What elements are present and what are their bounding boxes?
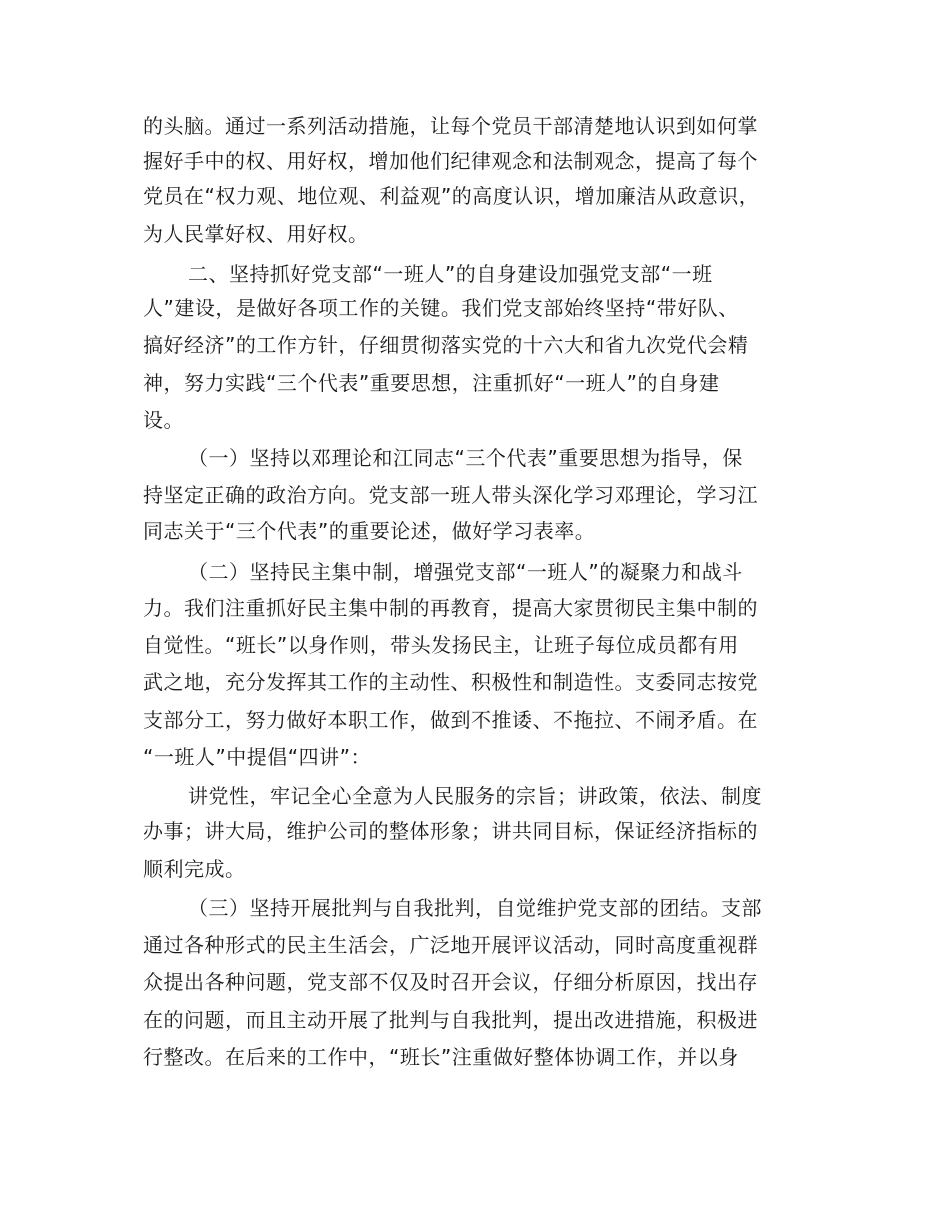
paragraph-start: （三）坚持开展批判与自我批判，自觉维护党支部的团结。支部: [188, 896, 762, 920]
text-line: 党员在“权力观、地位观、利益观”的高度认识，增加廉洁从政意识，: [143, 184, 760, 208]
section-heading: 二、坚持抓好党支部“一班人”的自身建设加强党支部“一班: [188, 262, 713, 286]
text-line: 支部分工，努力做好本职工作，做到不推诿、不拖拉、不闹矛盾。在: [143, 708, 758, 732]
text-line: 设。: [143, 408, 184, 432]
paragraph-start: 讲党性，牢记全心全意为人民服务的宗旨；讲政策，依法、制度: [188, 784, 762, 808]
text-line: 众提出各种问题，党支部不仅及时召开会议，仔细分析原因，找出存: [143, 970, 758, 994]
text-line: 武之地，充分发挥其工作的主动性、积极性和制造性。支委同志按党: [143, 670, 758, 694]
paragraph-start: （一）坚持以邓理论和江同志“三个代表”重要思想为指导，保: [188, 446, 743, 470]
text-line: 顺利完成。: [143, 857, 246, 881]
text-line: 握好手中的权、用好权，增加他们纪律观念和法制观念，提高了每个: [143, 149, 758, 173]
text-line: 为人民掌好权、用好权。: [143, 222, 369, 246]
text-line: 在的问题，而且主动开展了批判与自我批判，提出改进措施，积极进: [143, 1008, 758, 1032]
text-line: 的头脑。通过一系列活动措施，让每个党员干部清楚地认识到如何掌: [143, 114, 758, 138]
text-line: 自觉性。“班长”以身作则，带头发扬民主，让班子每位成员都有用: [143, 633, 739, 657]
text-line: 行整改。在后来的工作中，“班长”注重做好整体协调工作，并以身: [143, 1045, 739, 1069]
text-line: 持坚定正确的政治方向。党支部一班人带头深化学习邓理论，学习江: [143, 483, 758, 507]
text-line: 同志关于“三个代表”的重要论述，做好学习表率。: [143, 519, 596, 543]
text-line: 搞好经济”的工作方针，仔细贯彻落实党的十六大和省九次党代会精: [143, 333, 749, 357]
text-line: 人”建设，是做好各项工作的关键。我们党支部始终坚持“带好队、: [143, 296, 739, 320]
text-line: 力。我们注重抓好民主集中制的再教育，提高大家贯彻民主集中制的: [143, 596, 758, 620]
text-line: 通过各种形式的民主生活会，广泛地开展评议活动，同时高度重视群: [143, 933, 758, 957]
text-line: 办事；讲大局，维护公司的整体形象；讲共同目标，保证经济指标的: [143, 819, 758, 843]
text-line: “一班人”中提倡“四讲”：: [143, 745, 371, 769]
paragraph-start: （二）坚持民主集中制，增强党支部“一班人”的凝聚力和战斗: [188, 560, 743, 584]
text-line: 神，努力实践“三个代表”重要思想，注重抓好“一班人”的自身建: [143, 371, 720, 395]
